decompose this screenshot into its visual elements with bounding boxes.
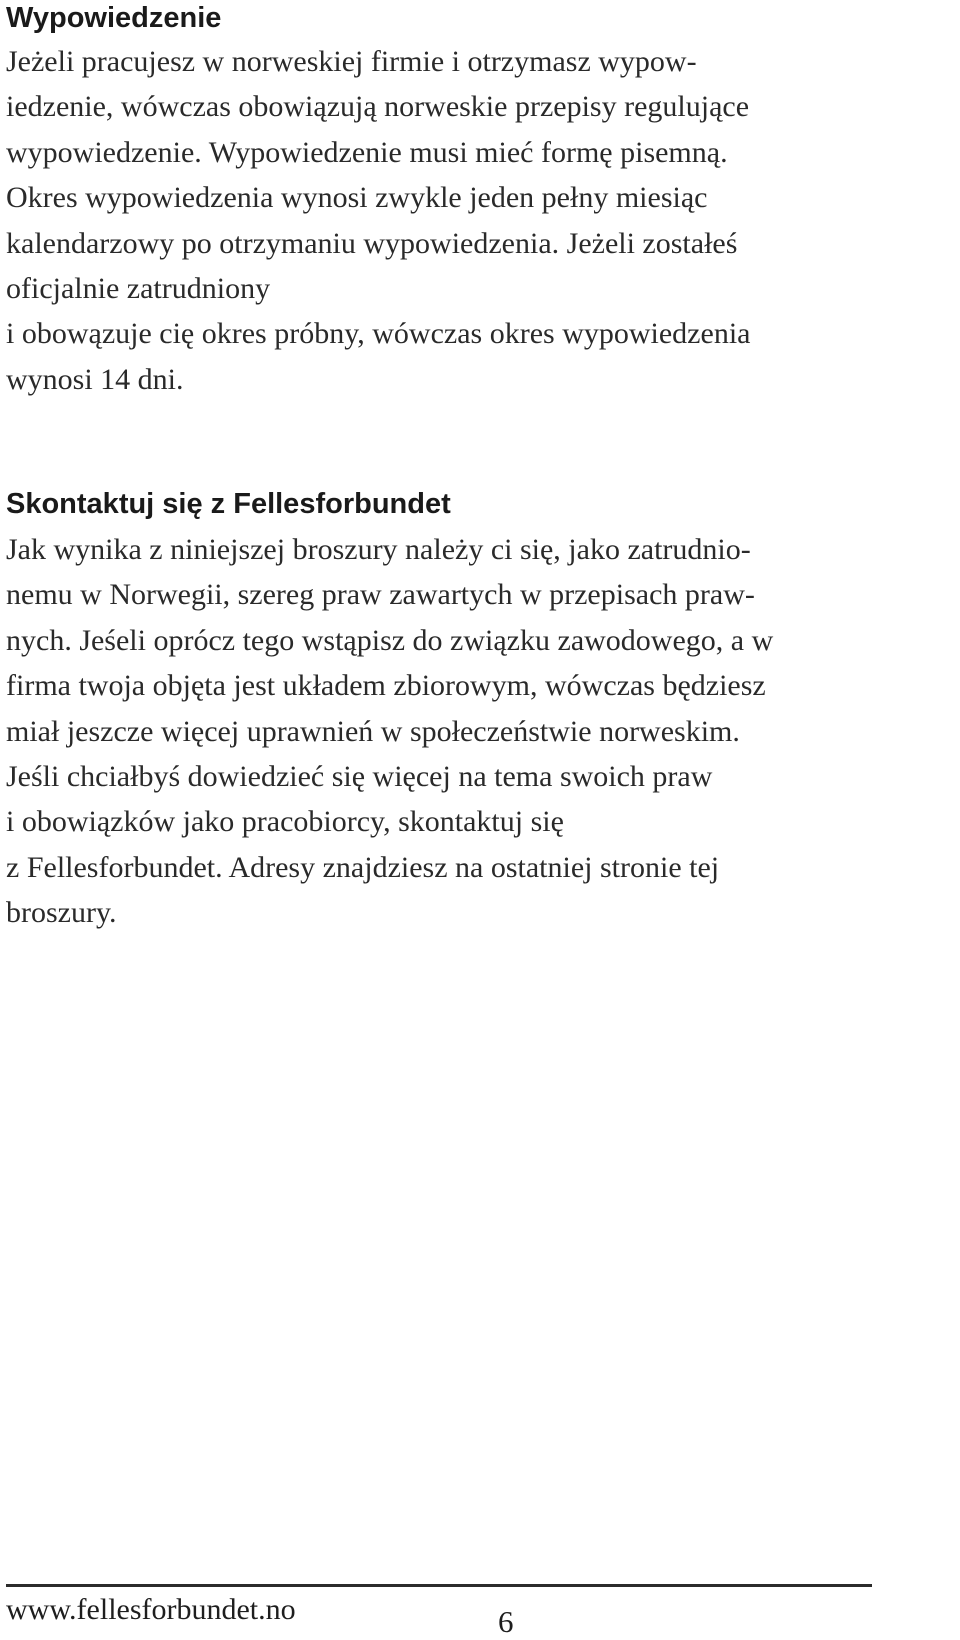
section-body xyxy=(6,527,946,936)
body-line: z Fellesforbundet. Adresy znajdziesz na ostatniej stronie tej xyxy=(6,850,720,884)
section-body xyxy=(6,39,946,402)
body-line: Jeżeli pracujesz w norweskiej firmie i otrzymasz wypow- xyxy=(6,45,697,78)
body-line: oficjalnie zatrudniony xyxy=(6,271,271,305)
section-kontakt xyxy=(6,487,946,936)
page-number: 6 xyxy=(498,1604,514,1639)
body-line: Okres wypowiedzenia wynosi zwykle jeden pełny miesiąc xyxy=(6,181,708,215)
body-line: i obowązuje cię okres próbny, wówczas okres wypowiedzenia xyxy=(6,317,751,351)
body-line: wynosi 14 dni. xyxy=(6,362,184,396)
body-line: kalendarzowy po otrzymaniu wypowiedzenia. Jeżeli zostałeś xyxy=(6,226,738,260)
body-line: firma twoja objęta jest układem zbiorowym, wówczas będziesz xyxy=(6,669,766,703)
body-line: Jeśli chciałbyś dowiedzieć się więcej na tema swoich praw xyxy=(6,759,713,793)
body-line: nemu w Norwegii, szereg praw zawartych w przepisach praw- xyxy=(6,578,755,612)
footer-url: www.fellesforbundet.no xyxy=(6,1593,296,1626)
section-wypowiedzenie xyxy=(6,0,946,402)
body-line: wypowiedzenie. Wypowiedzenie musi mieć formę pisemną. xyxy=(6,135,728,169)
body-line: miał jeszcze więcej uprawnień w społeczeństwie norweskim. xyxy=(6,714,740,748)
section-heading: Skontaktuj się z Fellesforbundet xyxy=(6,488,451,520)
body-line: Jak wynika z niniejszej broszury należy ci się, jako zatrudnio- xyxy=(6,533,751,566)
body-line: i obowiązków jako pracobiorcy, skontaktuj się xyxy=(6,805,564,839)
footer-divider xyxy=(6,1584,872,1587)
section-heading: Wypowiedzenie xyxy=(6,2,222,34)
body-line: nych. Jeśeli oprócz tego wstąpisz do związku zawodowego, a w xyxy=(6,623,774,657)
body-line: broszury. xyxy=(6,896,117,930)
body-line: iedzenie, wówczas obowiązują norweskie przepisy regulujące xyxy=(6,90,750,124)
